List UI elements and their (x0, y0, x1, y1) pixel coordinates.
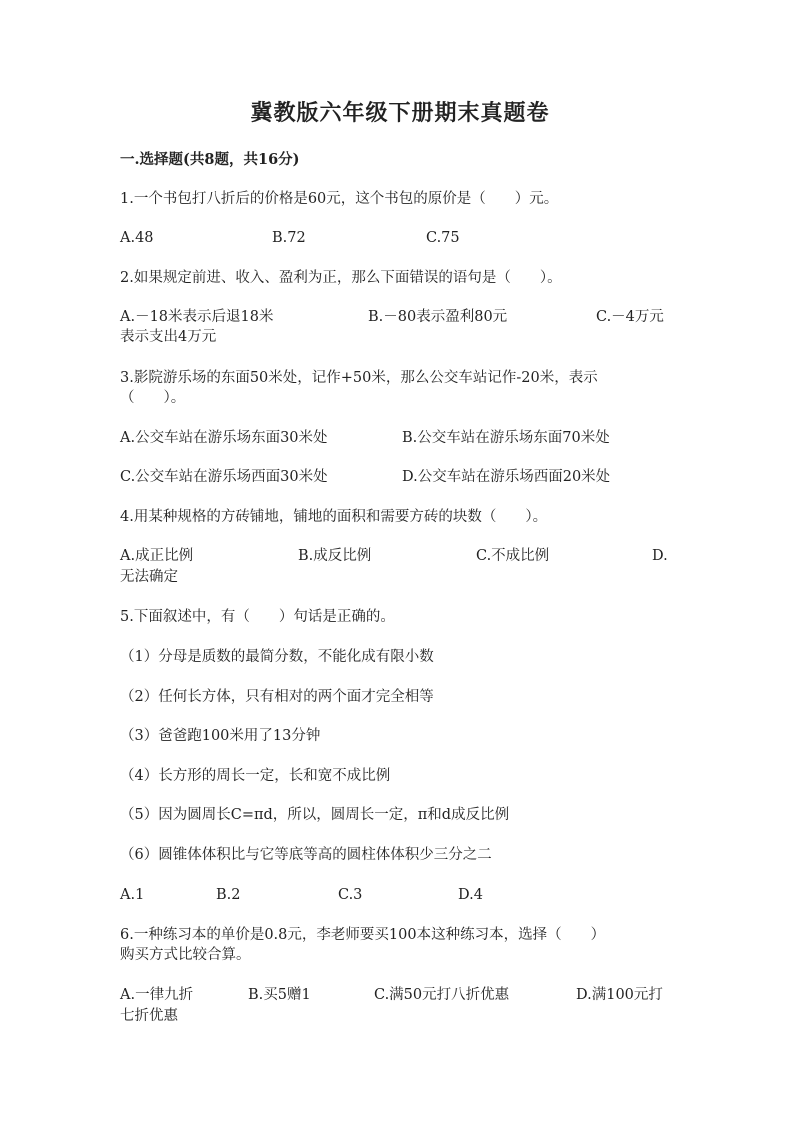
question-2-option-a: A.－18米表示后退18米 (120, 309, 274, 325)
question-6-stem-wrap: 购买方式比较合算。 (120, 947, 251, 963)
question-5-option-c: C.3 (338, 887, 363, 903)
question-4-option-b: B.成反比例 (298, 548, 372, 564)
question-6-option-d: D.满100元打 (576, 987, 663, 1003)
question-5-statement-3: （3）爸爸跑100米用了13分钟 (120, 728, 321, 744)
question-3-stem-wrap: （ ）。 (120, 390, 186, 406)
question-1-option-a: A.48 (120, 230, 154, 246)
question-2-option-c-wrap: 表示支出4万元 (120, 329, 217, 345)
question-2-option-c: C.－4万元 (596, 309, 664, 325)
question-5-stem: 5.下面叙述中，有（ ）句话是正确的。 (120, 609, 395, 625)
question-5-option-a: A.1 (120, 887, 145, 903)
question-2-stem: 2.如果规定前进、收入、盈利为正，那么下面错误的语句是（ ）。 (120, 270, 562, 286)
question-1-option-b: B.72 (272, 230, 306, 246)
question-1-option-c: C.75 (426, 230, 460, 246)
question-5-statement-4: （4）长方形的周长一定，长和宽不成比例 (120, 768, 391, 784)
question-3-option-c: C.公交车站在游乐场西面30米处 (120, 469, 328, 485)
question-5-statement-6: （6）圆锥体体积比与它等底等高的圆柱体体积少三分之二 (120, 847, 492, 863)
question-1-stem: 1.一个书包打八折后的价格是60元，这个书包的原价是（ ）元。 (120, 191, 559, 207)
question-5-statement-5: （5）因为圆周长C=πd，所以，圆周长一定，π和d成反比例 (120, 807, 510, 823)
question-3-option-d: D.公交车站在游乐场西面20米处 (402, 469, 611, 485)
question-4-option-a: A.成正比例 (120, 548, 194, 564)
question-6-stem: 6.一种练习本的单价是0.8元，李老师要买100本这种练习本，选择（ ） (120, 927, 606, 943)
question-3-stem: 3.影院游乐场的东面50米处，记作+50米，那么公交车站记作-20米，表示 (120, 370, 598, 386)
section-heading: 一.选择题(共8题，共16分) (120, 151, 300, 168)
question-2-option-b: B.－80表示盈利80元 (368, 309, 508, 325)
question-5-option-b: B.2 (216, 887, 241, 903)
question-4-option-c: C.不成比例 (476, 548, 550, 564)
question-6-option-a: A.一律九折 (120, 987, 194, 1003)
page-title: 冀教版六年级下册期末真题卷 (250, 100, 550, 126)
question-4-stem: 4.用某种规格的方砖铺地，铺地的面积和需要方砖的块数（ ）。 (120, 509, 548, 525)
question-6-option-b: B.买5赠1 (248, 987, 311, 1003)
question-6-option-d-wrap: 七折优惠 (120, 1008, 178, 1024)
question-4-option-d-wrap: 无法确定 (120, 569, 178, 585)
question-5-option-d: D.4 (458, 887, 483, 903)
question-3-option-a: A.公交车站在游乐场东面30米处 (120, 430, 328, 446)
question-5-statement-2: （2）任何长方体，只有相对的两个面才完全相等 (120, 689, 434, 705)
question-5-statement-1: （1）分母是质数的最简分数，不能化成有限小数 (120, 649, 434, 665)
question-6-option-c: C.满50元打八折优惠 (374, 987, 510, 1003)
question-4-option-d: D. (652, 548, 668, 564)
question-3-option-b: B.公交车站在游乐场东面70米处 (402, 430, 610, 446)
